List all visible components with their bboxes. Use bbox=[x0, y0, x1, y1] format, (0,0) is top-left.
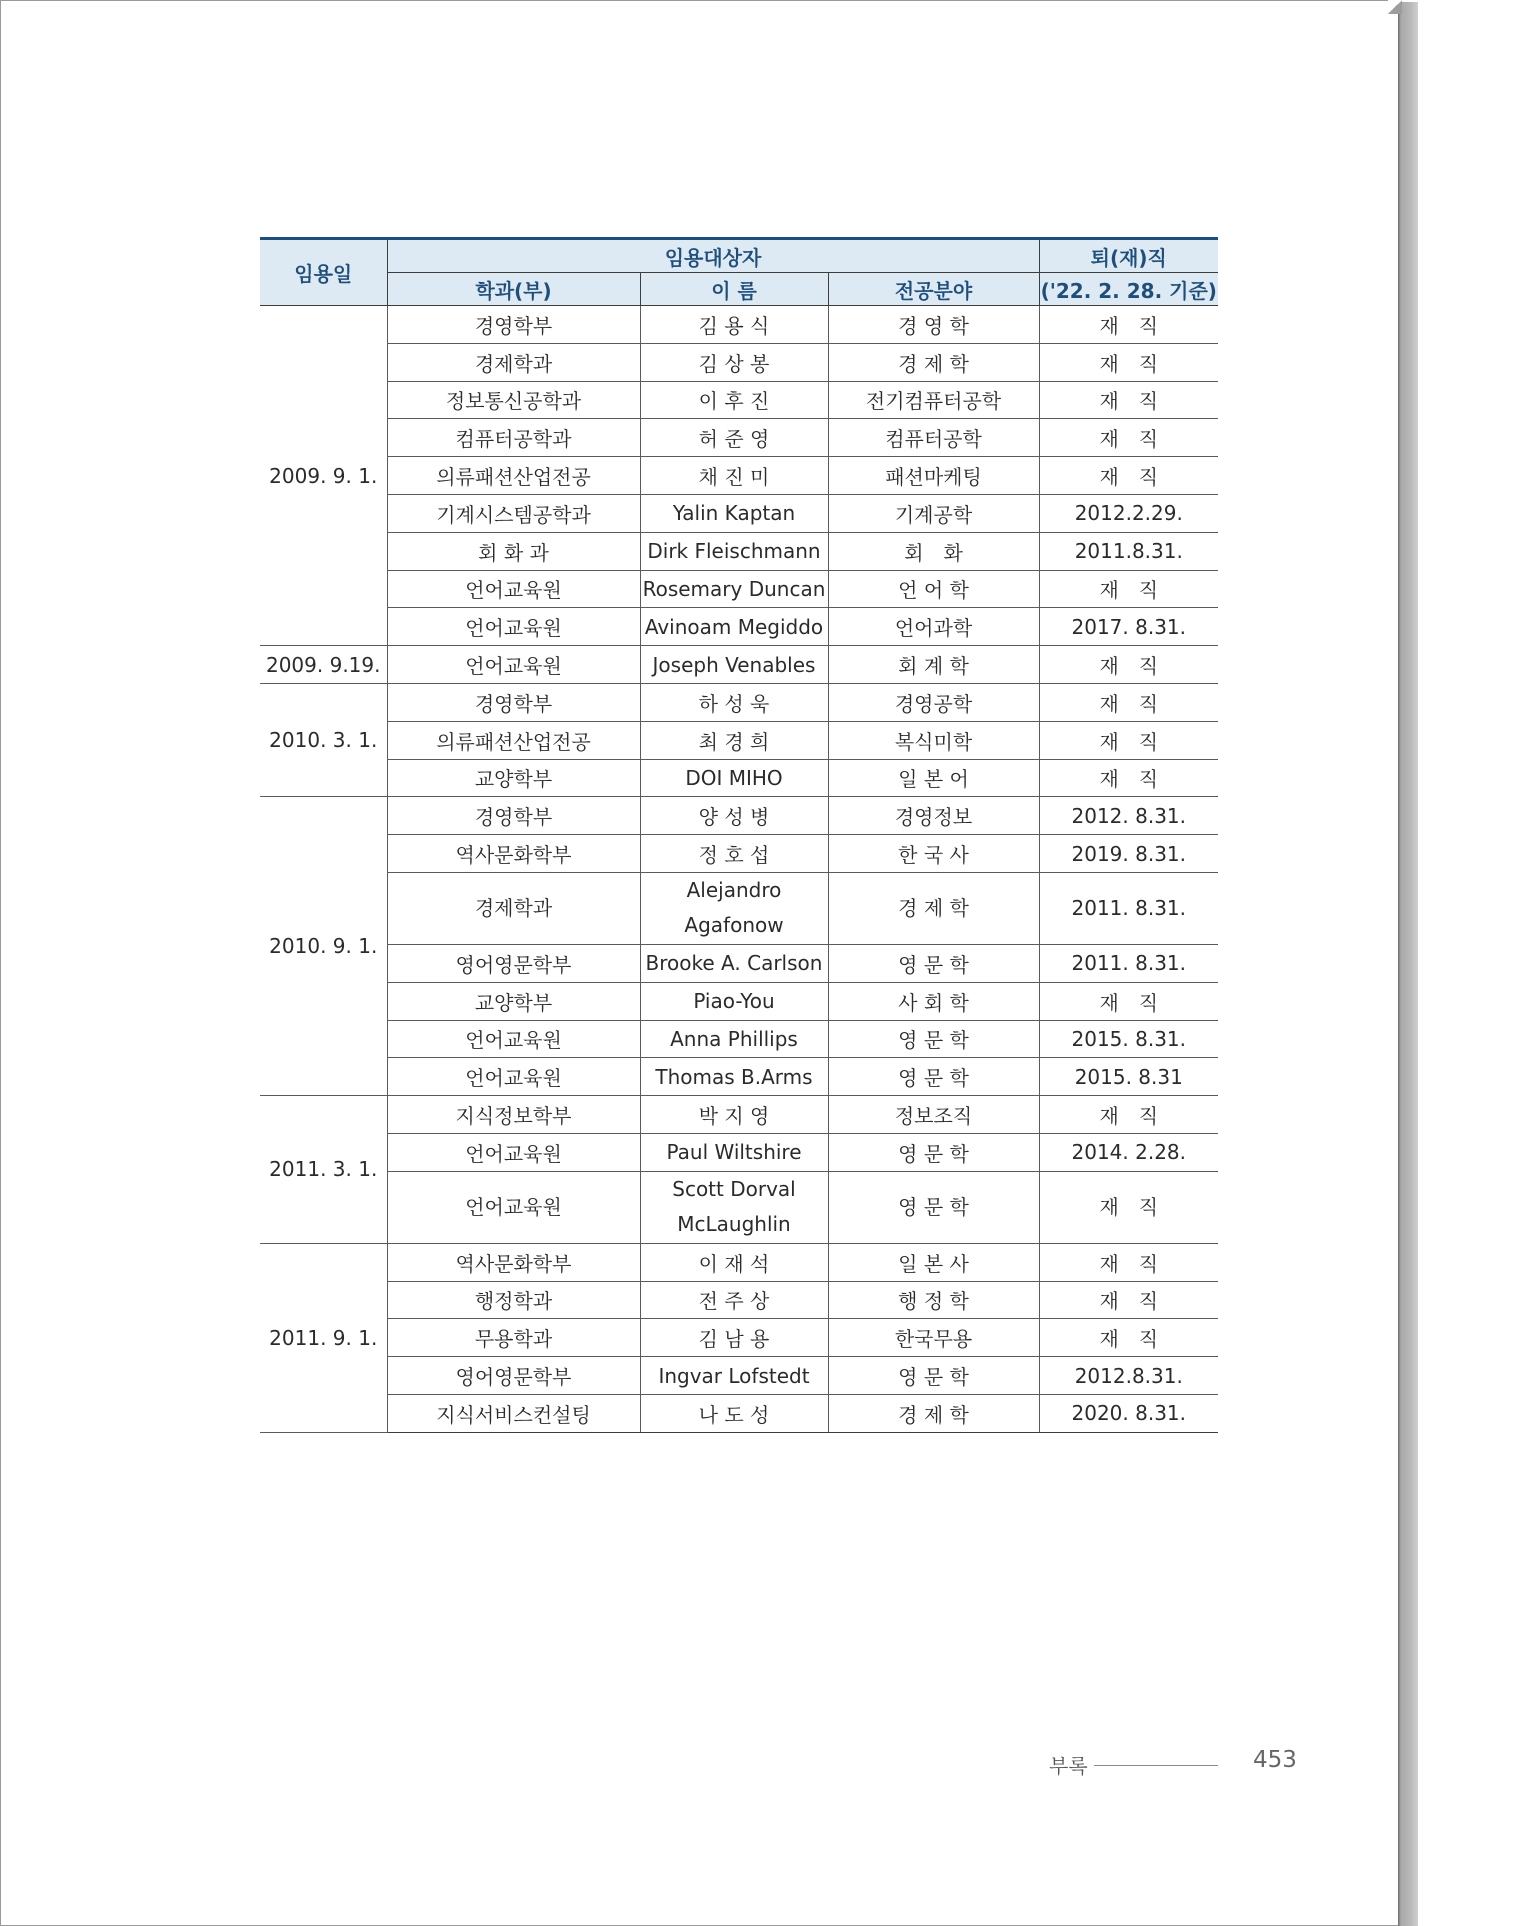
major-cell: 패션마케팅 bbox=[828, 457, 1039, 495]
name-cell: 채 진 미 bbox=[640, 457, 828, 495]
date-cell: 2011. 3. 1. bbox=[260, 1096, 387, 1244]
table-row bbox=[260, 835, 1218, 873]
major-cell: 컴퓨터공학 bbox=[828, 419, 1039, 457]
appointment-table bbox=[260, 237, 1218, 1433]
header-major: 전공분야 bbox=[828, 273, 1039, 306]
table-row bbox=[260, 1020, 1218, 1058]
table-row bbox=[260, 1357, 1218, 1395]
name-cell: 이 재 석 bbox=[640, 1243, 828, 1281]
date-cell: 2011. 9. 1. bbox=[260, 1243, 387, 1432]
table-row bbox=[260, 1281, 1218, 1319]
name-cell: 전 주 상 bbox=[640, 1281, 828, 1319]
status-cell: 2012. 8.31. bbox=[1039, 797, 1218, 835]
page-stack-edge bbox=[1398, 2, 1418, 1926]
footer-rule bbox=[1094, 1765, 1218, 1766]
page-number: 453 bbox=[1253, 1747, 1297, 1773]
major-cell: 사 회 학 bbox=[828, 982, 1039, 1020]
name-cell: 허 준 영 bbox=[640, 419, 828, 457]
date-cell: 2010. 9. 1. bbox=[260, 797, 387, 1096]
name-cell: 양 성 병 bbox=[640, 797, 828, 835]
name-line: Alejandro bbox=[686, 878, 782, 903]
dept-cell: 언어교육원 bbox=[387, 646, 640, 684]
major-cell: 언어과학 bbox=[828, 608, 1039, 646]
table-row bbox=[260, 608, 1218, 646]
status-cell: 재 직 bbox=[1039, 457, 1218, 495]
dept-cell: 역사문화학부 bbox=[387, 835, 640, 873]
major-cell: 전기컴퓨터공학 bbox=[828, 381, 1039, 419]
status-cell: 2019. 8.31. bbox=[1039, 835, 1218, 873]
status-cell: 재 직 bbox=[1039, 419, 1218, 457]
dept-cell: 의류패션산업전공 bbox=[387, 457, 640, 495]
table-row bbox=[260, 872, 1218, 944]
table-row bbox=[260, 1133, 1218, 1171]
footer-section-label: 부록 bbox=[1049, 1754, 1088, 1778]
name-cell: Piao-You bbox=[640, 982, 828, 1020]
name-cell: 김 용 식 bbox=[640, 306, 828, 344]
status-cell: 2020. 8.31. bbox=[1039, 1394, 1218, 1432]
status-cell: 재 직 bbox=[1039, 721, 1218, 759]
table-row bbox=[260, 721, 1218, 759]
table-row bbox=[260, 944, 1218, 982]
status-cell: 2012.8.31. bbox=[1039, 1357, 1218, 1395]
name-cell: Paul Wiltshire bbox=[640, 1133, 828, 1171]
dept-cell: 교양학부 bbox=[387, 759, 640, 797]
header-name: 이 름 bbox=[640, 273, 828, 306]
dept-cell: 경영학부 bbox=[387, 306, 640, 344]
status-cell: 재 직 bbox=[1039, 1243, 1218, 1281]
header-status-line2: ('22. 2. 28. 기준) bbox=[1039, 273, 1218, 306]
dept-cell: 언어교육원 bbox=[387, 570, 640, 608]
table-row bbox=[260, 1319, 1218, 1357]
status-cell: 재 직 bbox=[1039, 646, 1218, 684]
status-cell: 2015. 8.31. bbox=[1039, 1020, 1218, 1058]
name-cell: Rosemary Duncan bbox=[640, 570, 828, 608]
major-cell: 영 문 학 bbox=[828, 1058, 1039, 1096]
status-cell: 재 직 bbox=[1039, 1281, 1218, 1319]
table-row bbox=[260, 1243, 1218, 1281]
major-cell: 경영공학 bbox=[828, 683, 1039, 721]
dept-cell: 언어교육원 bbox=[387, 1133, 640, 1171]
dept-cell: 지식서비스컨설팅 bbox=[387, 1394, 640, 1432]
dept-cell: 지식정보학부 bbox=[387, 1096, 640, 1134]
name-cell bbox=[640, 872, 828, 944]
major-cell: 언 어 학 bbox=[828, 570, 1039, 608]
status-cell: 2014. 2.28. bbox=[1039, 1133, 1218, 1171]
dept-cell: 회 화 과 bbox=[387, 532, 640, 570]
major-cell: 회 화 bbox=[828, 532, 1039, 570]
name-cell: 김 남 용 bbox=[640, 1319, 828, 1357]
name-line: McLaughlin bbox=[677, 1212, 791, 1237]
name-line: Scott Dorval bbox=[672, 1177, 796, 1202]
dept-cell: 역사문화학부 bbox=[387, 1243, 640, 1281]
table-row bbox=[260, 797, 1218, 835]
name-cell: 정 호 섭 bbox=[640, 835, 828, 873]
date-cell: 2009. 9. 1. bbox=[260, 306, 387, 646]
status-cell: 재 직 bbox=[1039, 343, 1218, 381]
major-cell: 영 문 학 bbox=[828, 1171, 1039, 1243]
table-row bbox=[260, 683, 1218, 721]
status-cell: 2011. 8.31. bbox=[1039, 944, 1218, 982]
status-cell: 재 직 bbox=[1039, 1319, 1218, 1357]
dept-cell: 영어영문학부 bbox=[387, 1357, 640, 1395]
name-cell: Dirk Fleischmann bbox=[640, 532, 828, 570]
date-cell: 2010. 3. 1. bbox=[260, 683, 387, 796]
major-cell: 회 계 학 bbox=[828, 646, 1039, 684]
dept-cell: 행정학과 bbox=[387, 1281, 640, 1319]
major-cell: 기계공학 bbox=[828, 494, 1039, 532]
name-cell: Brooke A. Carlson bbox=[640, 944, 828, 982]
status-cell: 재 직 bbox=[1039, 570, 1218, 608]
dept-cell: 경영학부 bbox=[387, 683, 640, 721]
table-header bbox=[260, 239, 1218, 306]
name-cell: 박 지 영 bbox=[640, 1096, 828, 1134]
table-row bbox=[260, 532, 1218, 570]
page-corner-fold bbox=[1388, 0, 1402, 14]
major-cell: 경 제 학 bbox=[828, 1394, 1039, 1432]
major-cell: 경 제 학 bbox=[828, 872, 1039, 944]
dept-cell: 컴퓨터공학과 bbox=[387, 419, 640, 457]
name-cell: Yalin Kaptan bbox=[640, 494, 828, 532]
name-cell: 이 후 진 bbox=[640, 381, 828, 419]
table-row bbox=[260, 1058, 1218, 1096]
table-row bbox=[260, 1171, 1218, 1243]
table-row bbox=[260, 306, 1218, 344]
dept-cell: 경제학과 bbox=[387, 872, 640, 944]
dept-cell: 경영학부 bbox=[387, 797, 640, 835]
name-cell bbox=[640, 1171, 828, 1243]
status-cell: 재 직 bbox=[1039, 381, 1218, 419]
name-cell: 하 성 욱 bbox=[640, 683, 828, 721]
major-cell: 한국무용 bbox=[828, 1319, 1039, 1357]
name-cell: 나 도 성 bbox=[640, 1394, 828, 1432]
table-row bbox=[260, 381, 1218, 419]
major-cell: 경 영 학 bbox=[828, 306, 1039, 344]
table-row bbox=[260, 759, 1218, 797]
dept-cell: 무용학과 bbox=[387, 1319, 640, 1357]
status-cell: 재 직 bbox=[1039, 306, 1218, 344]
table-row bbox=[260, 343, 1218, 381]
major-cell: 경 제 학 bbox=[828, 343, 1039, 381]
status-cell: 2011. 8.31. bbox=[1039, 872, 1218, 944]
status-cell: 재 직 bbox=[1039, 683, 1218, 721]
table-row bbox=[260, 419, 1218, 457]
dept-cell: 경제학과 bbox=[387, 343, 640, 381]
name-cell: 김 상 봉 bbox=[640, 343, 828, 381]
major-cell: 영 문 학 bbox=[828, 1020, 1039, 1058]
dept-cell: 영어영문학부 bbox=[387, 944, 640, 982]
name-cell: 최 경 희 bbox=[640, 721, 828, 759]
table-row bbox=[260, 1394, 1218, 1432]
status-cell: 재 직 bbox=[1039, 982, 1218, 1020]
major-cell: 영 문 학 bbox=[828, 1133, 1039, 1171]
major-cell: 영 문 학 bbox=[828, 944, 1039, 982]
dept-cell: 정보통신공학과 bbox=[387, 381, 640, 419]
dept-cell: 언어교육원 bbox=[387, 1171, 640, 1243]
status-cell: 2011.8.31. bbox=[1039, 532, 1218, 570]
major-cell: 정보조직 bbox=[828, 1096, 1039, 1134]
major-cell: 한 국 사 bbox=[828, 835, 1039, 873]
status-cell: 재 직 bbox=[1039, 1096, 1218, 1134]
status-cell: 2015. 8.31 bbox=[1039, 1058, 1218, 1096]
header-target-group: 임용대상자 bbox=[387, 239, 1039, 273]
dept-cell: 언어교육원 bbox=[387, 1058, 640, 1096]
name-cell: DOI MIHO bbox=[640, 759, 828, 797]
status-cell: 2012.2.29. bbox=[1039, 494, 1218, 532]
dept-cell: 교양학부 bbox=[387, 982, 640, 1020]
name-line: Agafonow bbox=[684, 913, 784, 938]
major-cell: 일 본 어 bbox=[828, 759, 1039, 797]
name-cell: Thomas B.Arms bbox=[640, 1058, 828, 1096]
name-cell: Joseph Venables bbox=[640, 646, 828, 684]
table-row bbox=[260, 494, 1218, 532]
header-department: 학과(부) bbox=[387, 273, 640, 306]
header-status-line1: 퇴(재)직 bbox=[1039, 239, 1218, 273]
table-row bbox=[260, 646, 1218, 684]
major-cell: 경영정보 bbox=[828, 797, 1039, 835]
table-row bbox=[260, 982, 1218, 1020]
name-cell: Ingvar Lofstedt bbox=[640, 1357, 828, 1395]
status-cell: 재 직 bbox=[1039, 759, 1218, 797]
dept-cell: 의류패션산업전공 bbox=[387, 721, 640, 759]
table-body bbox=[260, 306, 1218, 1433]
table-row bbox=[260, 457, 1218, 495]
table-row bbox=[260, 1096, 1218, 1134]
dept-cell: 언어교육원 bbox=[387, 608, 640, 646]
major-cell: 일 본 사 bbox=[828, 1243, 1039, 1281]
dept-cell: 언어교육원 bbox=[387, 1020, 640, 1058]
table-row bbox=[260, 570, 1218, 608]
dept-cell: 기계시스템공학과 bbox=[387, 494, 640, 532]
date-cell: 2009. 9.19. bbox=[260, 646, 387, 684]
header-date: 임용일 bbox=[260, 239, 387, 306]
name-cell: Anna Phillips bbox=[640, 1020, 828, 1058]
major-cell: 영 문 학 bbox=[828, 1357, 1039, 1395]
major-cell: 복식미학 bbox=[828, 721, 1039, 759]
major-cell: 행 정 학 bbox=[828, 1281, 1039, 1319]
status-cell: 재 직 bbox=[1039, 1171, 1218, 1243]
name-cell: Avinoam Megiddo bbox=[640, 608, 828, 646]
status-cell: 2017. 8.31. bbox=[1039, 608, 1218, 646]
